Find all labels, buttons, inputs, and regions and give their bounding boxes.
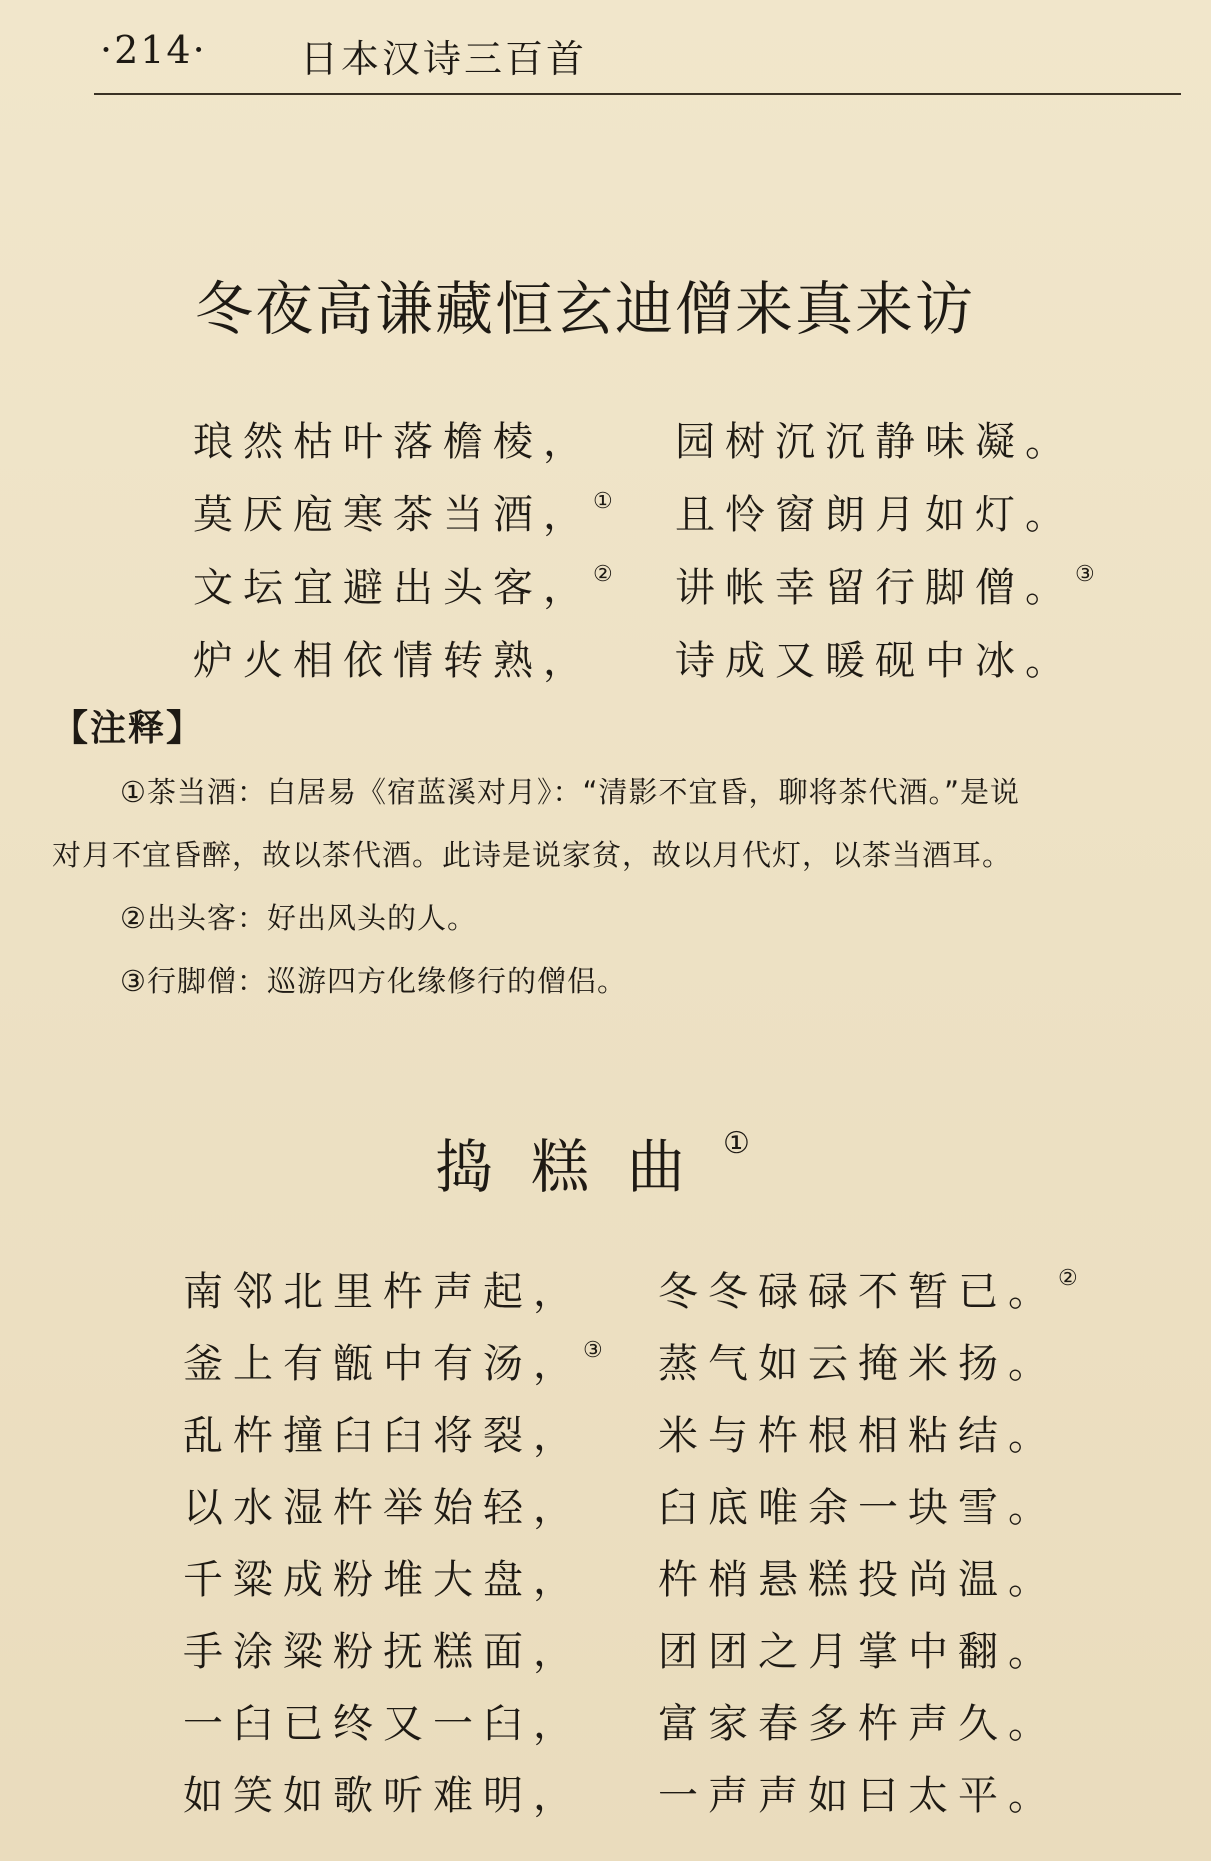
poem2-line-6-left: 手涂粱粉抚糕面， [183, 1629, 583, 1675]
footnote-marker: ① [723, 1125, 750, 1161]
poem1-line-2-left: 莫厌庖寒茶当酒，① [193, 488, 613, 538]
poem2-line-2-left: 釜上有甑中有汤，③ [183, 1337, 603, 1387]
poem1-line-1-right: 园树沉沉静味凝。 [675, 419, 1075, 465]
poem2-line-6-right: 团团之月掌中翻。 [658, 1629, 1058, 1675]
note-1-line-1: ①茶当酒：白居易《宿蓝溪对月》：“清影不宜昏，聊将茶代酒。”是说 [120, 775, 1021, 809]
footnote-marker: ③ [583, 1337, 603, 1363]
poem2-line-7-right: 富家春多杵声久。 [658, 1701, 1058, 1747]
poem2-line-5-left: 千粱成粉堆大盘， [183, 1557, 583, 1603]
book-title: 日本汉诗三百首 [300, 37, 588, 81]
poem2-line-3-left: 乱杵撞臼臼将裂， [183, 1413, 583, 1459]
page-header [100, 28, 1180, 92]
notes-heading: 【注释】 [52, 708, 205, 749]
poem2-line-4-left: 以水湿杵举始轻， [183, 1485, 583, 1531]
poem1-line-1-left: 琅然枯叶落檐棱， [193, 419, 593, 465]
poem2-line-1-right: 冬冬碌碌不暂已。② [658, 1265, 1078, 1315]
poem1-line-2-right: 且怜窗朗月如灯。 [675, 492, 1075, 538]
poem1-line-4-right: 诗成又暖砚中冰。 [675, 638, 1075, 684]
footnote-marker: ① [593, 488, 613, 514]
poem1-line-4-left: 炉火相依情转熟， [193, 638, 593, 684]
note-3: ③行脚僧：巡游四方化缘修行的僧侣。 [120, 964, 627, 998]
poem2-line-3-right: 米与杵根相粘结。 [658, 1413, 1058, 1459]
poem2-line-8-left: 如笑如歌听难明， [183, 1773, 583, 1819]
header-divider [94, 93, 1181, 95]
poem1-line-3-right: 讲帐幸留行脚僧。③ [675, 561, 1095, 611]
poem2-title: 捣糕曲① [435, 1125, 750, 1201]
poem2-line-8-right: 一声声如曰太平。 [658, 1773, 1058, 1819]
footnote-marker: ② [1058, 1265, 1078, 1291]
poem2-line-7-left: 一臼已终又一臼， [183, 1701, 583, 1747]
poem2-line-5-right: 杵梢悬糕投尚温。 [658, 1557, 1058, 1603]
poem2-line-2-right: 蒸气如云掩米扬。 [658, 1341, 1058, 1387]
footnote-marker: ② [593, 561, 613, 587]
poem2-line-4-right: 臼底唯余一块雪。 [658, 1485, 1058, 1531]
note-1-line-2: 对月不宜昏醉，故以茶代酒。此诗是说家贫，故以月代灯，以茶当酒耳。 [52, 838, 1013, 872]
poem1-title: 冬夜高谦藏恒玄迪僧来真来访 [195, 275, 976, 343]
note-2: ②出头客：好出风头的人。 [120, 901, 477, 935]
page-number: ·214· [100, 28, 207, 72]
poem1-line-3-left: 文坛宜避出头客，② [193, 561, 613, 611]
footnote-marker: ③ [1075, 561, 1095, 587]
poem2-line-1-left: 南邻北里杵声起， [183, 1269, 583, 1315]
